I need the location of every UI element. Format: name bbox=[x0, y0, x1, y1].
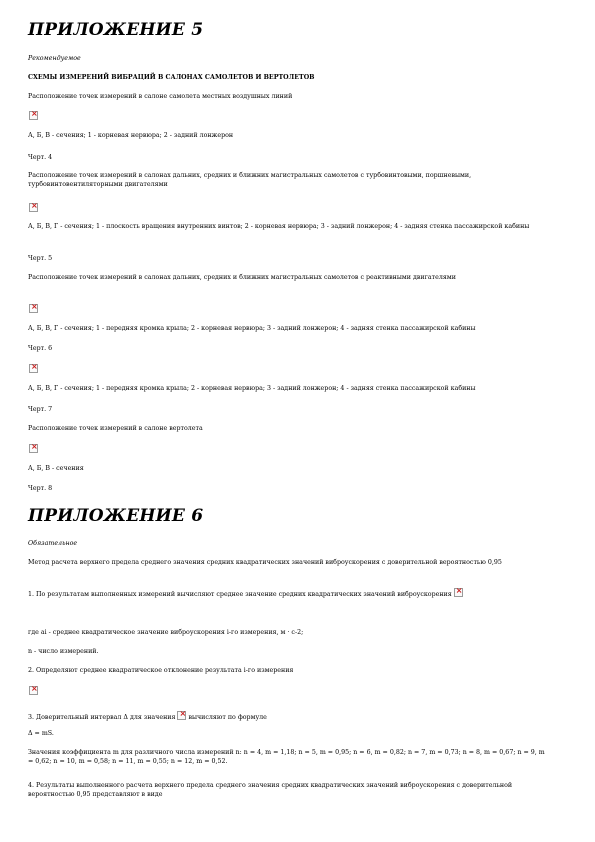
broken-image-icon bbox=[29, 111, 38, 120]
step-1-where: где ai - среднее квадратическое значение виброускорения i-го измерения, м · с-2; bbox=[28, 629, 304, 636]
appendix-5-heading: СХЕМЫ ИЗМЕРЕНИЙ ВИБРАЦИЙ В САЛОНАХ САМОЛЕТОВ И ВЕРТОЛЕТОВ bbox=[28, 74, 315, 81]
label-chert-4: Черт. 4 bbox=[28, 154, 53, 161]
broken-image-icon bbox=[29, 444, 38, 453]
label-chert-8: Черт. 8 bbox=[28, 485, 53, 492]
paragraph-salon-turboprop: Расположение точек измерений в салонах дальних, средних и ближних магистральных самолетов с турбовинтовыми, поршневыми, турбовинтовентиляторными двигателями bbox=[28, 172, 472, 189]
step-1-text: 1. По результатам выполненных измерений вычисляют среднее значение средних квадратических значений виброускорения bbox=[28, 591, 452, 598]
paragraph-salon-jet: Расположение точек измерений в салонах дальних, средних и ближних магистральных самолетов с реактивными двигателями bbox=[28, 274, 456, 281]
broken-image-icon bbox=[29, 686, 38, 695]
paragraph-salon-local: Расположение точек измерений в салоне самолета местных воздушных линий bbox=[28, 93, 293, 100]
paragraph-helicopter: Расположение точек измерений в салоне вертолета bbox=[28, 425, 203, 432]
step-1 bbox=[28, 588, 465, 599]
broken-image-icon bbox=[177, 711, 186, 720]
label-chert-6: Черт. 6 bbox=[28, 345, 53, 352]
step-3 bbox=[28, 711, 267, 722]
broken-image-icon bbox=[29, 203, 38, 212]
step-3-formula: Δ = mS. bbox=[28, 730, 54, 737]
broken-image-icon bbox=[29, 364, 38, 373]
caption-chert-8: А, Б, В - сечения bbox=[28, 465, 84, 472]
label-chert-7: Черт. 7 bbox=[28, 406, 53, 413]
caption-chert-7: А, Б, В, Г - сечения; 1 - передняя кромка крыла; 2 - корневая нервюра; 3 - задний лонжерон; 4 - задняя стенка пассажирской кабины bbox=[28, 385, 476, 392]
caption-chert-4: А, Б, В - сечения; 1 - корневая нервюра; 2 - задний лонжерон bbox=[28, 132, 234, 139]
appendix-6-title: ПРИЛОЖЕНИЕ 6 bbox=[28, 506, 204, 526]
step-3-text-post: вычисляют по формуле bbox=[188, 714, 267, 721]
step-4: 4. Результаты выполненного расчета верхнего предела среднего значения средних квадратических значений виброускорения с доверительной вероятностью 0,95 представляют в виде bbox=[28, 782, 513, 799]
step-3-coefficients: Значения коэффициента m для различного числа измерений n: n = 4, m = 1,18; n = 5, m = 0,95; n = 6, m = 0,82; n = 7, m = 0,73; n = 8, m = 0,67; n = 9, m = 0,62; n = 10, m = 0,58; n = 11, m = 0,55; n = 12, m = 0,52. bbox=[28, 749, 545, 766]
caption-chert-6: А, Б, В, Г - сечения; 1 - передняя кромка крыла; 2 - корневая нервюра; 3 - задний лонжерон; 4 - задняя стенка пассажирской кабины bbox=[28, 325, 476, 332]
broken-image-icon bbox=[29, 304, 38, 313]
appendix-5-status: Рекомендуемое bbox=[28, 55, 81, 62]
step-1-n: n - число измерений. bbox=[28, 648, 99, 655]
caption-chert-5: А, Б, В, Г - сечения; 1 - плоскость вращения внутренних винтов; 2 - корневая нервюра; 3 - задний лонжерон; 4 - задняя стенка пассажирской кабины bbox=[28, 223, 530, 230]
step-2: 2. Определяют среднее квадратическое отклонение результата i-го измерения bbox=[28, 667, 294, 674]
method-title: Метод расчета верхнего предела среднего значения средних квадратических значений виброускорения с доверительной вероятностью 0,95 bbox=[28, 559, 502, 566]
broken-image-icon bbox=[454, 588, 463, 597]
appendix-6-status: Обязательное bbox=[28, 540, 78, 547]
step-3-text: 3. Доверительный интервал Δ для значения bbox=[28, 714, 176, 721]
appendix-5-title: ПРИЛОЖЕНИЕ 5 bbox=[28, 20, 204, 40]
label-chert-5: Черт. 5 bbox=[28, 255, 53, 262]
